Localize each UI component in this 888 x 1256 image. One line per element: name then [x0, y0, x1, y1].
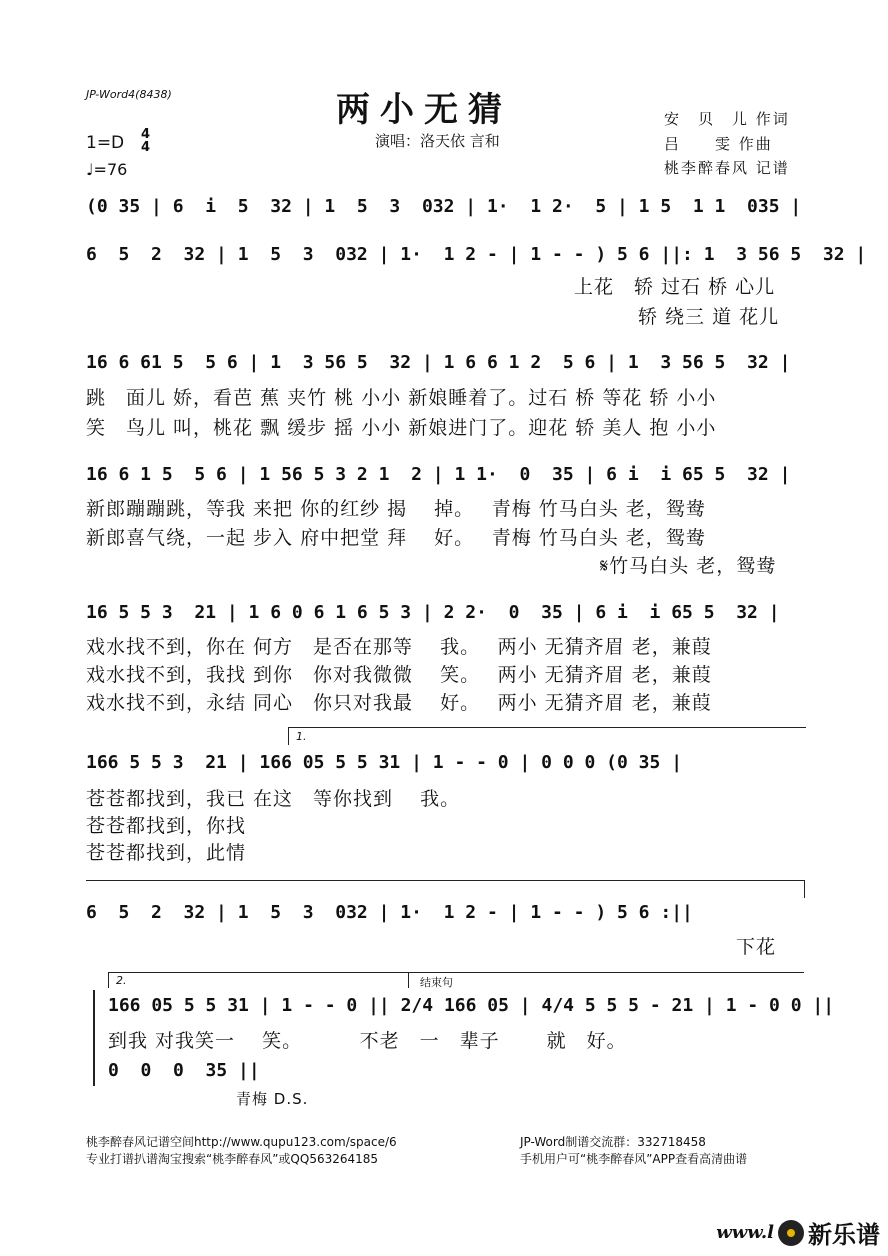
watermark-brand: 新乐谱 — [808, 1221, 880, 1249]
lyric-s5-v1: 戏水找不到，你在 何方 是否在那等 我。 两小 无猜齐眉 老，兼葭 — [86, 636, 712, 658]
coda-label: 结束句 — [420, 976, 453, 989]
lyric-s6-v3: 苍苍都找到，此情 — [86, 842, 247, 864]
footer-right-line1: JP-Word制谱交流群：332718458 — [520, 1135, 706, 1149]
score-system-2: 6 5 2 32 | 1 5 3 032 | 1· 1 2 - | 1 - - ) 5 6 ||: 1 3 56 5 32 | — [86, 244, 867, 265]
song-title: 两小无猜 — [336, 90, 512, 130]
volta-1-bracket — [288, 727, 806, 728]
lyric-s3-v2: 笑 鸟儿 叫，桃花 飘 缓步 摇 小小 新娘进门了。迎花 轿 美人 抱 小小 — [86, 417, 717, 439]
singer-credit: 演唱：洛天依 言和 — [375, 132, 500, 150]
lyric-s5-v3: 戏水找不到，永结 同心 你只对我最 好。 两小 无猜齐眉 老，兼葭 — [86, 692, 712, 714]
watermark-url: www.l — [716, 1222, 774, 1243]
composer-credit: 吕 雯 作曲 — [664, 135, 773, 153]
lyricist-credit: 安 贝 儿 作词 — [664, 110, 790, 128]
lyric-s5-v2: 戏水找不到，我找 到你 你对我微微 笑。 两小 无猜齐眉 老，兼葭 — [86, 664, 712, 686]
lyric-s4-v3: 𝄋竹马白头 老，鸳鸯 — [600, 555, 777, 577]
footer-left-line1: 桃李醉春风记谱空间http://www.qupu123.com/space/6 — [86, 1135, 397, 1149]
coda-bracket-edge — [408, 972, 409, 988]
lyric-s4-v1: 新郎蹦蹦跳，等我 来把 你的红纱 揭 掉。 青梅 竹马白头 老，鸳鸯 — [86, 498, 706, 520]
volta-2-bracket — [108, 972, 408, 973]
system-brace — [93, 990, 95, 1086]
coda-bracket — [408, 972, 804, 973]
lyric-s8-v1: 到我 对我笑一 笑。 不老 一 辈子 就 好。 — [108, 1030, 627, 1052]
footer-left-line2: 专业打谱扒谱淘宝搜索“桃李醉春风”或QQ563264185 — [86, 1152, 379, 1166]
transcriber-credit: 桃李醉春风 记谱 — [664, 159, 790, 177]
lyric-s3-v1: 跳 面儿 娇，看芭 蕉 夹竹 桃 小小 新娘睡着了。过石 桥 等花 轿 小小 — [86, 387, 717, 409]
score-system-6: 166 5 5 3 21 | 166 05 5 5 31 | 1 - - 0 | 0 0 0 (0 35 | — [86, 752, 683, 773]
lyric-s7-v1: 下花 — [736, 936, 777, 958]
score-system-7: 6 5 2 32 | 1 5 3 032 | 1· 1 2 - | 1 - - ) 5 6 :|| — [86, 902, 693, 923]
lyric-s6-v1: 苍苍都找到，我已 在这 等你找到 我。 — [86, 788, 461, 810]
key-signature: 1=D — [86, 133, 125, 153]
time-signature: 4 4 — [141, 127, 151, 155]
volta-1-continuation — [86, 880, 804, 881]
tempo-mark: ♩=76 — [86, 160, 128, 179]
volta-1-bracket-edge — [288, 727, 289, 745]
score-system-8: 166 05 5 5 31 | 1 - - 0 || 2/4 166 05 | 4/4 5 5 5 - 21 | 1 - 0 0 || — [108, 995, 835, 1016]
volta-1-end — [804, 880, 805, 898]
lyric-s2-v1: 上花 轿 过石 桥 心儿 — [574, 276, 776, 298]
footer-right-line2: 手机用户可“桃李醉春风”APP查看高清曲谱 — [520, 1152, 748, 1166]
music-disc-icon — [778, 1220, 804, 1246]
volta-2-label: 2. — [116, 974, 127, 987]
lyric-s4-v2: 新郎喜气绕，一起 步入 府中把堂 拜 好。 青梅 竹马白头 老，鸳鸯 — [86, 527, 706, 549]
score-system-4: 16 6 1 5 5 6 | 1 56 5 3 2 1 2 | 1 1· 0 35 | 6 i i 65 5 32 | — [86, 464, 791, 485]
software-label: JP-Word4(8438) — [86, 88, 172, 101]
score-system-5: 16 5 5 3 21 | 1 6 0 6 1 6 5 3 | 2 2· 0 35 | 6 i i 65 5 32 | — [86, 602, 780, 623]
volta-2-bracket-edge — [108, 972, 109, 988]
site-watermark — [716, 1215, 880, 1250]
ds-marker: 青梅 D.S. — [236, 1090, 309, 1108]
lyric-s6-v2: 苍苍都找到，你找 — [86, 815, 247, 837]
score-system-1: (0 35 | 6 i 5 32 | 1 5 3 032 | 1· 1 2· 5 | 1 5 1 1 035 | — [86, 196, 802, 217]
score-system-8-alt: 0 0 0 35 || — [108, 1060, 260, 1081]
score-system-3: 16 6 61 5 5 6 | 1 3 56 5 32 | 1 6 6 1 2 5 6 | 1 3 56 5 32 | — [86, 352, 791, 373]
volta-1-label: 1. — [296, 730, 307, 743]
lyric-s2-v2: 轿 绕三 道 花儿 — [638, 306, 780, 328]
